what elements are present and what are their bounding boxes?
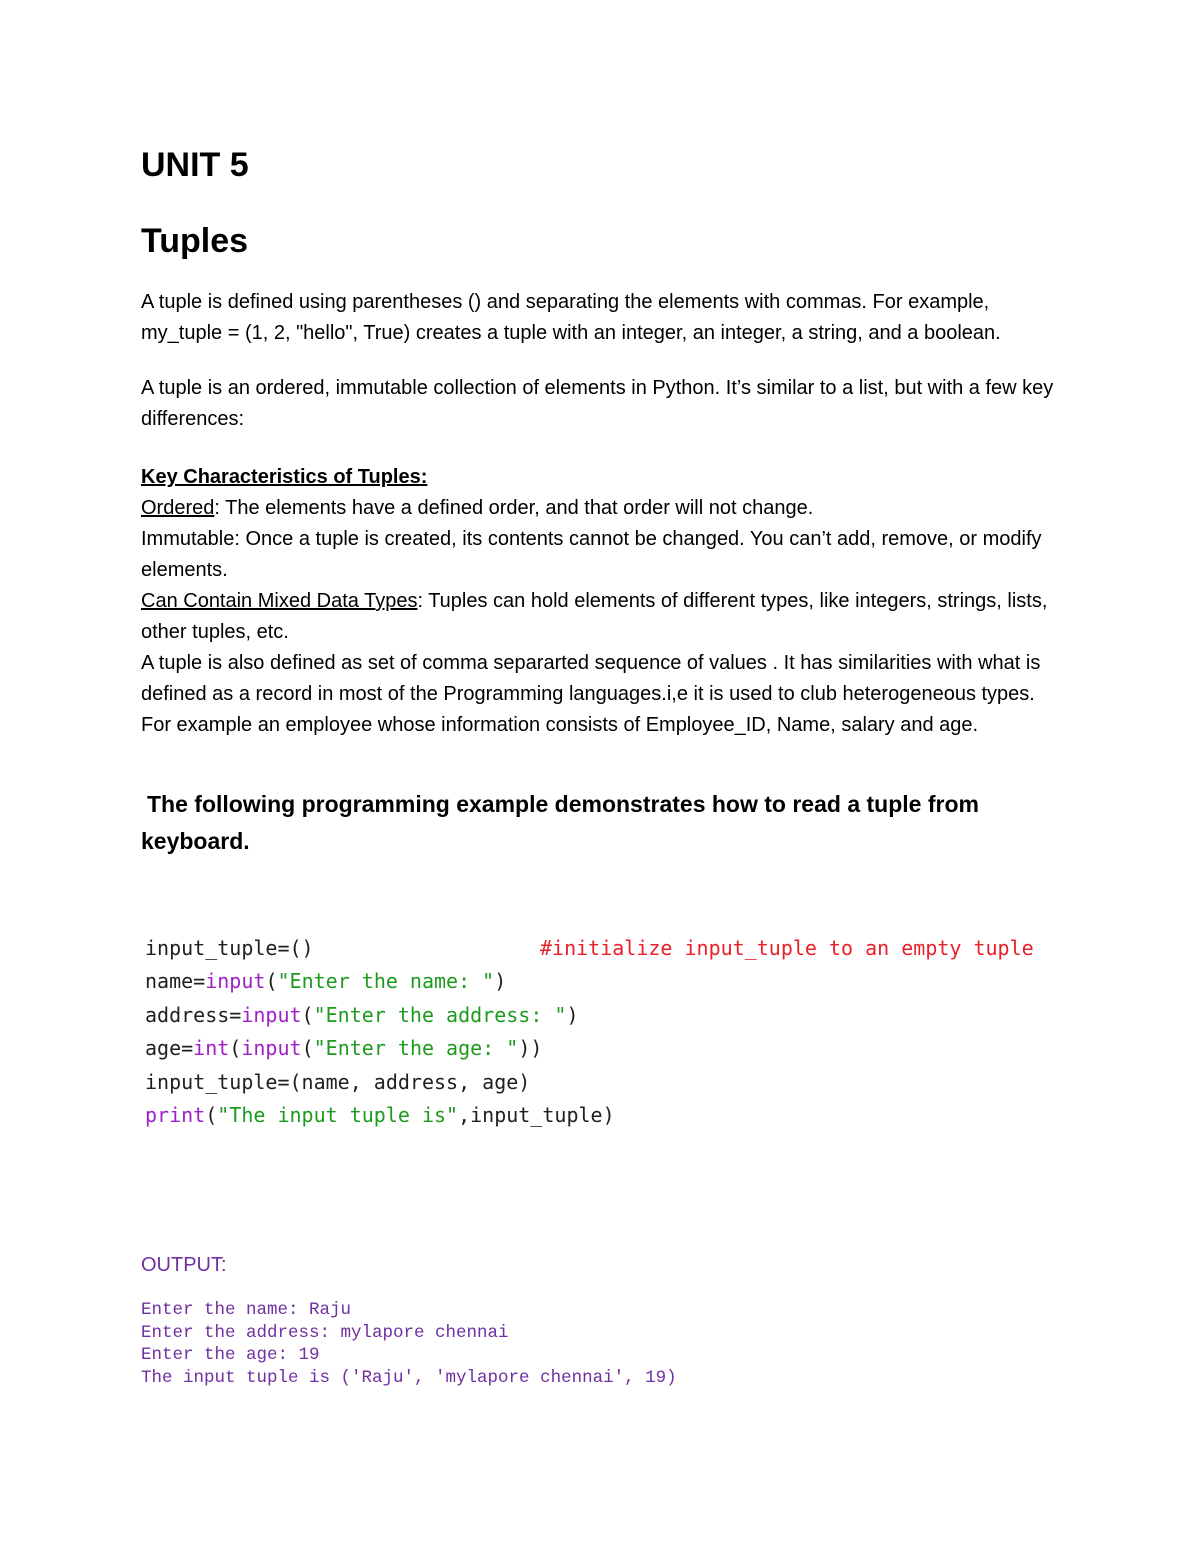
code-line-3: address=input("Enter the address: ") [145,1002,579,1027]
intro-paragraph-1: A tuple is defined using parentheses () and separating the elements with commas. For example, my_tuple = (1, 2, "hello", True) creates a tuple with an integer, an integer, a string, and a boolean. [141,291,1001,344]
ordered-item [141,493,1061,524]
mixed-types-item [141,586,1061,648]
code-line-5: input_tuple=(name, address, age) [145,1069,531,1094]
record-paragraph: A tuple is also defined as set of comma separarted sequence of values . It has similarities with what is defined as a record in most of the Programming languages.i,e it is used to club heterogeneous types. For example an employee whose information consists of Employee_ID, Name, salary and age. [141,652,1041,736]
output-label: OUTPUT: [141,1254,227,1276]
code-line-2: name=input("Enter the name: ") [145,969,507,994]
output-line: Enter the name: Raju [141,1300,352,1320]
code-comment: #initialize input_tuple to an empty tuple [540,936,1034,960]
output-line: Enter the age: 19 [141,1345,320,1365]
immutable-item: Immutable: Once a tuple is created, its contents cannot be changed. You can’t add, remove, or modify elements. [141,528,1042,581]
code-line-6: print("The input tuple is",input_tuple) [145,1102,615,1127]
intro-paragraph-2: A tuple is an ordered, immutable collection of elements in Python. It’s similar to a list, but with a few key differences: [141,377,1054,430]
mixed-types-term: Can Contain Mixed Data Types [141,590,418,612]
unit-heading: UNIT 5 [141,146,249,184]
ordered-text: : The elements have a defined order, and that order will not change. [214,497,814,519]
characteristics-section [141,462,1061,741]
characteristics-title: Key Characteristics of Tuples: [141,466,428,488]
code-line-4: age=int(input("Enter the age: ")) [145,1036,543,1061]
output-line: The input tuple is ('Raju', 'mylapore chennai', 19) [141,1367,677,1388]
code-line-1: input_tuple=() [145,936,314,960]
section-heading: Tuples [141,222,249,260]
mixed-types-text: : Tuples can hold elements of different types, like integers, strings, lists, other tuples, etc. [141,590,1048,643]
output-line: Enter the address: mylapore chennai [141,1322,509,1343]
console-output [141,1299,677,1389]
ordered-term: Ordered [141,497,215,519]
demo-heading: The following programming example demonstrates how to read a tuple from keyboard. [141,791,979,854]
